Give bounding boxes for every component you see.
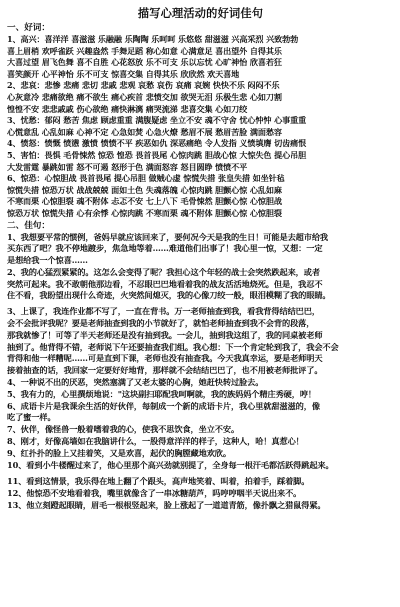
sentence-line: 10、看到小牛楼醒过来了，他心里那个高兴劲就别提了，全身每一根汗毛都活跃得跳起来。 (7, 459, 334, 470)
sentence-line: 1、我想要平常的惯例，爸妈早就应该回来了，要何况今天是我的生日！可能是去超市给我 (7, 231, 329, 242)
word-line: 不寒而栗 心惊胆裂 魂不附体 忐忑不安 七上八下 毛骨悚然 胆颤心惊 心惊胆战 (7, 196, 282, 207)
sentence-line: 背得和他一样糟呢……可是直到下课，老师也没有抽查我。今天我真幸运，要是老师明天 (7, 353, 323, 364)
sentence-line: 5、我有力的，心里撰烦地说："这块副扫耶配我呵啊就，我的族妈妈个精庄秀硬，哼！ (7, 388, 317, 399)
words-list (7, 34, 394, 220)
sentence-line: 6、成语卡片是我课余生活的好伙伴，每制成一个新的成语卡片，我心里就甜滋滋的，像 (7, 400, 320, 411)
sentence-item (7, 401, 394, 425)
sentence-line: 那我就惨了！可等了半天老师还是没有抽到我。一会儿，抽到我这组了，我的同桌被老师 (7, 329, 323, 340)
word-line: 3、忧愁：郁闷 愁苦 焦虑 顾虑重重 满腹疑虑 坐立不安 魂不守舍 忧心忡忡 心事重重 (7, 115, 307, 126)
word-line: 1、高兴：喜洋洋 喜滋滋 乐融融 乐陶陶 乐呵呵 乐悠悠 甜滋滋 兴高采烈 兴致勃勃 (7, 34, 299, 44)
sentence-line: 住不看，我盼望出现什么奇迹，火突然间熄灭，我的心像刀绞一般，眼泪模糊了我的眼睛。 (7, 290, 331, 301)
sentence-line: 11、看到这情景，我乐得在地上翻了个跟头，高声地笑着、叫着，拍着手，踩着脚。 (7, 476, 310, 487)
word-line: 6、惊恐：心惊胆战 畏首畏尾 提心吊胆 做贼心虚 惊慌失措 张皇失措 如坐针毡 (7, 173, 285, 184)
sentence-line: 买东西了吧？我不停地踱步，焦急地等着……难道他们出事了！我心里一惊，又想：一定 (7, 243, 323, 254)
sentence-line: 4、一种说不出的厌恶，突然塞满了又老太婆的心胸，她赶快转过脸去。 (7, 377, 264, 388)
sentence-line: 突然可起来。我不敢朝他那边看，不忍眼巴巴地看着我的战友活活地烧死。但是，我忍不 (7, 278, 323, 289)
word-line: 心灰意冷 悲痛欲绝 痛不欲生 痛心疾首 悲愤交加 欲哭无泪 乐极生悲 心如刀割 (7, 91, 282, 102)
word-line: 惊慌失措 惊恐万状 战战兢兢 面如土色 失魂落魄 心惊肉跳 胆颤心惊 心乱如麻 (7, 184, 282, 195)
word-line: 惶惶不安 悲悲戚戚 伤心欲绝 痛快淋漓 痛哭流涕 悲喜交集 心如刀绞 (7, 103, 248, 114)
sentences-list (7, 232, 394, 512)
sentence-item (7, 306, 394, 377)
sentence-item (7, 460, 394, 472)
sentence-line: 12、他惊恐不安地看着我，嘴里就像含了一串冰糖葫芦，吗哼哼咽半天说出来不。 (7, 488, 302, 499)
sentence-line: 3、上课了，我连作业都不写了，一直在背书。万一老师抽查到我，看我背得结结巴巴， (7, 306, 320, 317)
sentence-line: 9、红扑扑的脸上又挂着笑，又是欢喜，起伏的胸膛藏地欢欣。 (7, 447, 231, 458)
word-line: 喜上眉梢 欢呼雀跃 兴趣盎然 手舞足蹈 称心如意 心满意足 喜出望外 自得其乐 (7, 45, 282, 56)
sentences-heading: 二、佳句： (7, 220, 50, 231)
sentence-line: 7、伙伴，像怪兽一般着嗜着我的心，使我不思饮食，坐立不安。 (7, 424, 240, 435)
word-line: 心慌意乱 心乱如麻 心神不定 心急如焚 心急火燎 愁眉不展 愁眉苦脸 满面愁容 (7, 126, 282, 137)
sentence-item (7, 500, 394, 512)
sentence-item (7, 424, 394, 436)
sentence-item (7, 476, 394, 488)
sentence-line: 抽到了。他背得不错，老师说下午还要抽查我们组。我心想：下一个肯定轮到我了，我会不会 (7, 341, 339, 352)
sentence-item (7, 377, 394, 389)
sentence-item (7, 488, 394, 500)
word-line: 大发雷霆 暴跳如雷 怒不可遏 怒形于色 满面怒容 怒目圆睁 愤愤不平 (7, 161, 248, 172)
sentence-item (7, 232, 394, 267)
word-line: 大喜过望 眉飞色舞 喜不自胜 心花怒放 乐不可支 乐以忘忧 心旷神怡 欣喜若狂 (7, 57, 282, 68)
word-line: 5、害怕：畏惧 毛骨悚然 惊恐 惶恐 畏首畏尾 心惊肉跳 胆战心惊 大惊失色 提心吊胆 (7, 149, 307, 160)
word-line: 4、愤怒：愤慨 愤懑 激愤 愤愤不平 疾恶如仇 深恶痛绝 令人发指 义愤填膺 切齿痛恨 (7, 138, 307, 149)
document-title: 描写心理活动的好词佳句 (137, 6, 264, 20)
word-line: 惊恐万状 惊慌失措 心有余悸 心惊肉跳 不寒而栗 魂不附体 胆颤心惊 心惊胆裂 (7, 207, 282, 218)
sentence-line: 是想给我一个惊喜…… (7, 255, 88, 266)
sentence-line: 2、我的心猛烈紧紧的。这怎么会变得了呢？我担心这个年轻的战士会突然跌起来，或者 (7, 266, 320, 277)
word-line: 喜笑颜开 心平神怡 乐不可支 惊喜交集 自得其乐 欣欣然 欢天喜地 (7, 68, 240, 79)
sentence-item (7, 448, 394, 460)
sentence-item (7, 267, 394, 302)
words-heading: 一、好词： (7, 23, 50, 33)
sentence-line: 13、他立刻蹬起眼睛，眉毛一根根竖起来，脸上涨起了一道道青筋，像扑飘之猎鼠得紧。 (7, 500, 326, 511)
sentence-line: 8、刚才，好像高墙如在我脑讲什么，一股得意洋洋的样子，这种人，哈！真惹心！ (7, 436, 304, 447)
sentence-line: 接着抽查的话，我回家一定要好好地背，那样就不会结结巴巴了，也不用被老师批评了。 (7, 365, 323, 376)
word-line: 2、悲哀：悲惨 悲痛 悲切 悲戚 悲观 哀愁 哀伤 哀痛 哀婉 快快不乐 闷闷不乐 (7, 80, 280, 91)
sentence-line: 会不会批评我呢？要是老师抽查到我的小节就好了，就怕老师抽查到我不会背的段落， (7, 318, 315, 329)
sentence-item (7, 436, 394, 448)
sentence-line: 吃了蜜一样。 (7, 412, 56, 423)
sentence-item (7, 389, 394, 401)
